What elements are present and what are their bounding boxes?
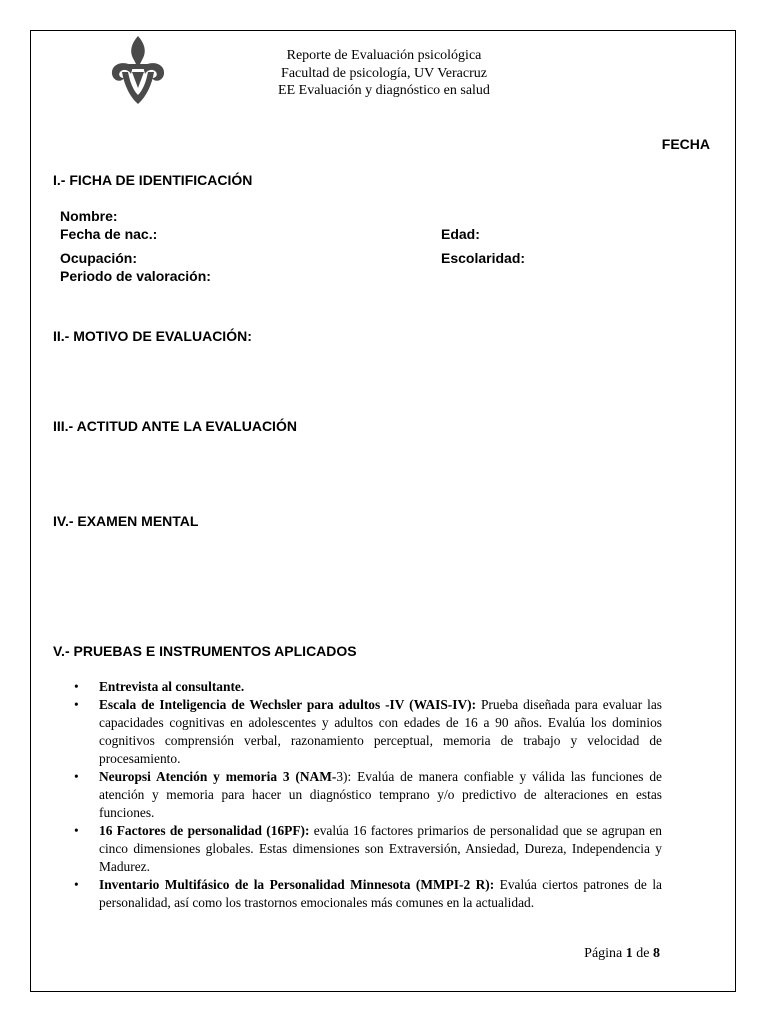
field-periodo-valoracion: Periodo de valoración: — [60, 268, 211, 284]
document-page — [30, 30, 736, 992]
document-header — [31, 47, 737, 100]
list-item — [71, 822, 662, 876]
header-line-2: Facultad de psicología, UV Veracruz — [281, 65, 487, 81]
test-title: 16 Factores de personalidad (16PF): — [99, 823, 310, 838]
list-item — [71, 696, 662, 768]
test-description: Evalúa ciertos patrones de la personalidad, así como los trastornos emocionales más comunes en la actualidad. — [99, 877, 662, 910]
section-examen-mental: IV.- EXAMEN MENTAL — [53, 513, 199, 529]
test-title: Entrevista al consultante. — [99, 679, 245, 694]
section-motivo-evaluacion: II.- MOTIVO DE EVALUACIÓN: — [53, 328, 252, 344]
page-prefix: Página — [584, 946, 626, 961]
header-line-1: Reporte de Evaluación psicológica — [286, 48, 482, 63]
list-item — [71, 768, 662, 822]
list-item — [71, 678, 662, 696]
page-middle: de — [632, 946, 653, 961]
section-pruebas-instrumentos: V.- PRUEBAS E INSTRUMENTOS APLICADOS — [53, 643, 357, 659]
field-fecha-nac: Fecha de nac.: — [60, 226, 158, 242]
page-total: 8 — [653, 946, 660, 961]
fecha-label: FECHA — [661, 136, 710, 152]
test-title: Neuropsi Atención y memoria 3 (NAM- — [99, 769, 337, 784]
bullet-icon: • — [74, 877, 79, 892]
test-description: evalúa 16 factores primarios de personalidad que se agrupan en cinco dimensiones globales. Estas dimensiones son Extraversión, Ansiedad, Dureza, Independencia y Madurez. — [99, 823, 662, 874]
field-edad: Edad: — [441, 226, 480, 242]
test-title: Escala de Inteligencia de Wechsler para adultos -IV (WAIS-IV): — [99, 697, 477, 712]
section-actitud-evaluacion: III.- ACTITUD ANTE LA EVALUACIÓN — [53, 418, 297, 434]
header-line-3: EE Evaluación y diagnóstico en salud — [278, 83, 490, 98]
test-description: 3): Evalúa de manera confiable y válida las funciones de atención y memoria para hacer un diagnóstico temprano y/o predictivo de alteraciones en estas funciones. — [99, 769, 662, 820]
list-item — [71, 876, 662, 912]
field-ocupacion: Ocupación: — [60, 250, 138, 266]
field-nombre: Nombre: — [60, 208, 118, 224]
test-title: Inventario Multifásico de la Personalidad Minnesota (MMPI-2 R): — [99, 877, 495, 892]
field-escolaridad: Escolaridad: — [441, 250, 526, 266]
page-current: 1 — [625, 946, 633, 961]
bullet-icon: • — [74, 679, 79, 694]
bullet-icon: • — [74, 823, 79, 838]
test-description: Prueba diseñada para evaluar las capacidades cognitivas en adolescentes y adultos con edades de 16 a 90 años. Evalúa los dominios cognitivos comprensión verbal, razonamiento perceptual, memoria de trabajo y velocidad de procesamiento. — [99, 697, 662, 766]
tests-list — [71, 678, 662, 912]
page-number — [584, 946, 660, 962]
bullet-icon: • — [74, 769, 79, 784]
bullet-icon: • — [74, 697, 79, 712]
section-ficha-identificacion: I.- FICHA DE IDENTIFICACIÓN — [53, 172, 253, 188]
